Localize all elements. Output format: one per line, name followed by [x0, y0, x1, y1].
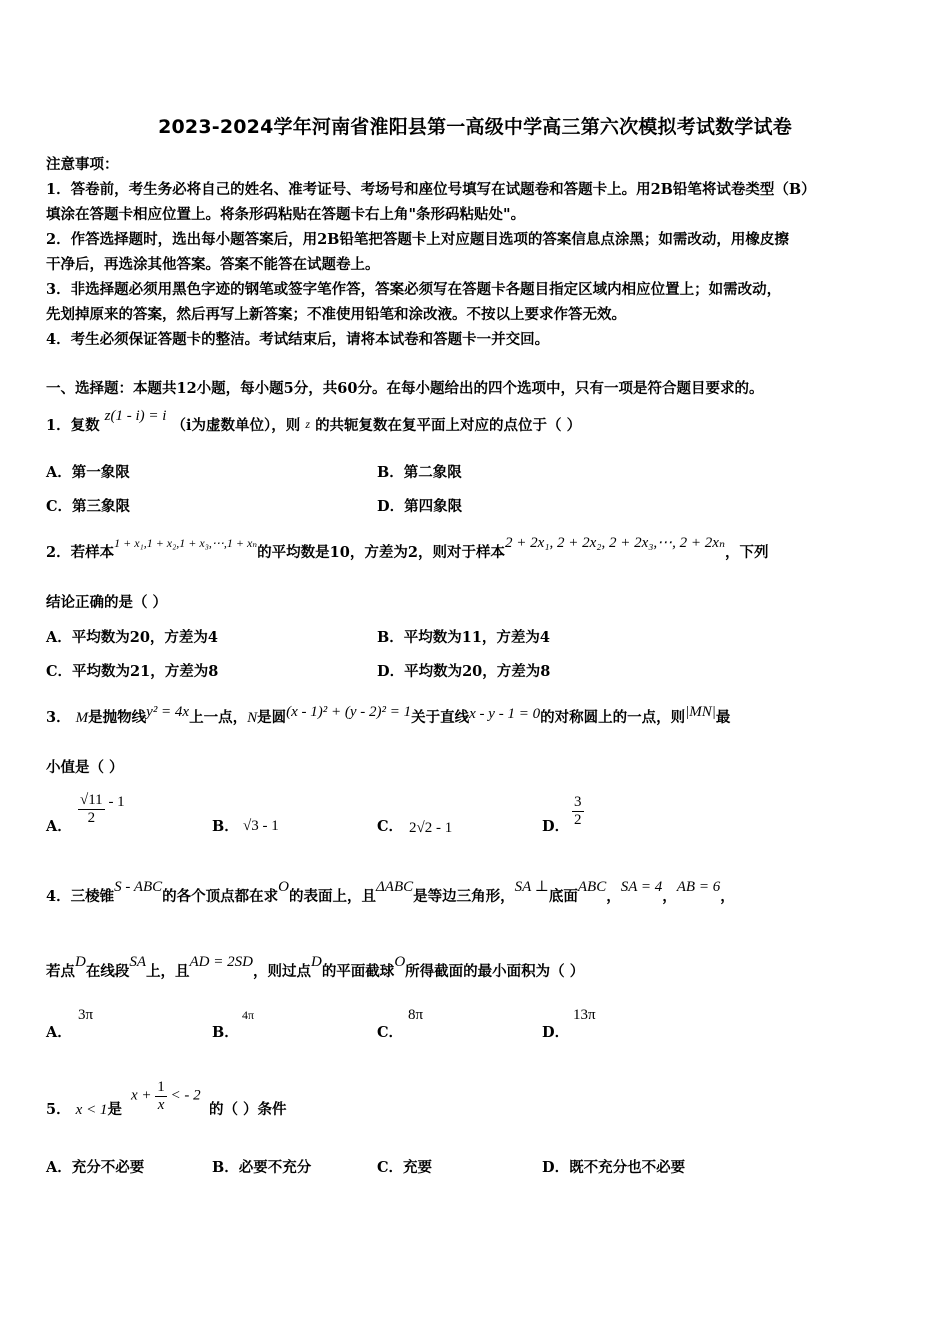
q4-f1: S - ABC — [114, 879, 163, 895]
q5-text: 是 — [107, 1101, 122, 1118]
notice-line: 先划掉原来的答案，然后再写上新答案；不准使用铅笔和涂改液。不按以上要求作答无效。 — [46, 306, 626, 323]
q5-option-a: A．充分不必要 — [46, 1159, 145, 1176]
q3-mn: |MN| — [685, 704, 716, 720]
q1-option-a: A．第一象限 — [46, 464, 130, 481]
q4-option-d-label: D． — [542, 1024, 570, 1041]
q4-option-c-label: C． — [377, 1024, 404, 1041]
page-title: 2023-2024学年河南省淮阳县第一高级中学高三第六次模拟考试数学试卷 — [158, 116, 792, 138]
q1-mid: （i为虚数单位），则 — [171, 417, 301, 434]
q4-f3: SA ⊥ — [514, 879, 549, 895]
q2-sample2: 2 + 2x₁, 2 + 2x₂, 2 + 2x₃,⋯, 2 + 2xₙ — [504, 535, 726, 551]
q4-text: 是等边三角形， — [413, 888, 515, 905]
q3-option-d-label: D． — [542, 818, 570, 835]
q1-var: z — [305, 417, 310, 431]
q3-option-c: 2√2 - 1 — [409, 820, 453, 836]
question-5 — [46, 1098, 122, 1119]
notice-line: 2．作答选择题时，选出每小题答案后，用2B铅笔把答题卡上对应题目选项的答案信息点涂黑；如需改动，用橡皮擦 — [46, 231, 789, 248]
q4-text: 4．三棱锥 — [46, 888, 115, 905]
q3-text: 最 — [715, 709, 731, 726]
question-3 — [46, 706, 730, 727]
q4-o: O — [278, 879, 289, 895]
question-1 — [46, 408, 582, 435]
q4-d2: D — [310, 954, 322, 970]
q2-option-a: A．平均数为20，方差为4 — [46, 629, 219, 646]
q4-f6: AB = 6 — [676, 879, 721, 895]
q4-f2: ΔABC — [376, 879, 414, 895]
q1-suffix: 的共轭复数在复平面上对应的点位于（ ） — [315, 417, 582, 434]
q3-text: 的对称圆上的一点，则 — [540, 709, 686, 726]
q3-line: x - y - 1 = 0 — [469, 706, 541, 722]
q4-line2 — [46, 954, 585, 981]
q3-d-num: 3 — [574, 794, 582, 810]
q4-f4: ABC — [577, 879, 607, 895]
q3-text: 上一点， — [189, 709, 248, 726]
q3-option-d — [572, 794, 584, 828]
q5-f2 — [131, 1079, 201, 1113]
q1-option-d: D．第四象限 — [377, 498, 463, 515]
q4-text: 底面 — [548, 888, 578, 905]
q1-prefix: 1．复数 — [46, 417, 100, 434]
q4-text: ， — [662, 888, 677, 905]
q5-f1: x < 1 — [75, 1102, 108, 1118]
question-4 — [46, 879, 735, 906]
q4-sa: SA — [129, 954, 147, 970]
q4-text: 若点 — [46, 963, 75, 980]
notice-line: 4．考生必须保证答题卡的整洁。考试结束后，请将本试卷和答题卡一并交回。 — [46, 331, 550, 348]
q4-option-a-label: A． — [46, 1024, 72, 1041]
q2-mid: 的平均数是10，方差为2，则对于样本 — [257, 544, 505, 561]
notice-heading: 注意事项： — [46, 156, 119, 173]
q2-prefix: 2．若样本 — [46, 544, 115, 561]
q3-m: M — [75, 710, 89, 726]
q2-sample1: 1 + x₁,1 + x₂,1 + x₃,⋯,1 + xₙ — [114, 536, 258, 550]
q4-text: 上，且 — [146, 963, 190, 980]
q3-d-den: 2 — [574, 811, 582, 828]
q4-text: ，则过点 — [252, 963, 311, 980]
q4-o2: O — [394, 954, 406, 970]
q3-option-b-label: B． — [212, 818, 239, 835]
q2-tail: ，下列 — [725, 544, 769, 561]
q3-a-num: √11 — [80, 792, 103, 808]
section-heading: 一、选择题：本题共12小题，每小题5分，共60分。在每小题给出的四个选项中，只有一项是符合题目要求的。 — [46, 380, 764, 397]
q5-f2b: < - 2 — [170, 1087, 201, 1104]
q2-option-c: C．平均数为21，方差为8 — [46, 663, 219, 680]
q3-text: 是圆 — [257, 709, 287, 726]
q3-parabola: y² = 4x — [146, 704, 190, 720]
q1-option-c: C．第三象限 — [46, 498, 131, 515]
q3-num: 3． — [46, 709, 71, 726]
q5-option-c: C．充要 — [377, 1159, 433, 1176]
q4-f7: AD = 2SD — [189, 954, 253, 970]
q3-n: N — [247, 710, 258, 726]
q4-option-d: 13π — [573, 1007, 596, 1023]
q4-text: 在线段 — [85, 963, 130, 980]
notice-line: 3．非选择题必须用黑色字迹的钢笔或签字笔作答，答案必须写在答题卡各题目指定区域内相应位置上；如需改动， — [46, 281, 782, 298]
q2-line2: 结论正确的是（ ） — [46, 594, 168, 611]
q5-num: 5． — [46, 1101, 71, 1118]
q5-tail: 的（ ）条件 — [209, 1101, 287, 1118]
q4-text: ， — [720, 888, 735, 905]
q3-a-den: 2 — [87, 809, 96, 826]
q3-line2: 小值是（ ） — [46, 759, 124, 776]
question-2 — [46, 535, 769, 562]
q3-text: 关于直线 — [411, 709, 470, 726]
q5-f2-den: x — [157, 1096, 165, 1113]
notice-line: 填涂在答题卡相应位置上。将条形码粘贴在答题卡右上角"条形码粘贴处"。 — [46, 206, 526, 223]
q4-option-b: 4π — [242, 1008, 255, 1022]
q4-option-c: 8π — [408, 1007, 424, 1023]
q3-option-a-label: A． — [46, 818, 72, 835]
q4-text: ， — [606, 888, 621, 905]
q3-text: 是抛物线 — [88, 709, 147, 726]
q5-option-d: D．既不充分也不必要 — [542, 1159, 686, 1176]
q4-text: 的各个顶点都在求 — [162, 888, 279, 905]
q1-option-b: B．第二象限 — [377, 464, 462, 481]
q3-option-c-label: C． — [377, 818, 404, 835]
q5-option-b: B．必要不充分 — [212, 1159, 312, 1176]
q3-a-rest: - 1 — [108, 794, 125, 811]
q5-f2-num: 1 — [157, 1079, 165, 1095]
q4-option-a: 3π — [78, 1007, 94, 1023]
q4-option-b-label: B． — [212, 1024, 239, 1041]
q3-option-b: √3 - 1 — [243, 818, 279, 834]
q4-f5: SA = 4 — [620, 879, 663, 895]
q2-option-b: B．平均数为11，方差为4 — [377, 629, 551, 646]
notice-line: 干净后，再选涂其他答案。答案不能答在试题卷上。 — [46, 256, 380, 273]
q3-circle: (x - 1)² + (y - 2)² = 1 — [286, 704, 412, 720]
q5-f2a: x + — [131, 1087, 152, 1104]
q2-option-d: D．平均数为20，方差为8 — [377, 663, 551, 680]
q1-formula: z(1 - i) = i — [104, 408, 167, 424]
q4-text: 的表面上，且 — [289, 888, 376, 905]
q4-text: 的平面截球 — [321, 963, 395, 980]
q3-option-a — [78, 792, 125, 826]
q4-text: 所得截面的最小面积为（ ） — [405, 963, 585, 980]
q4-d: D — [75, 954, 86, 970]
notice-line: 1．答卷前，考生务必将自己的姓名、准考证号、考场号和座位号填写在试题卷和答题卡上。用2B铅笔将试卷类型（B） — [46, 181, 816, 198]
